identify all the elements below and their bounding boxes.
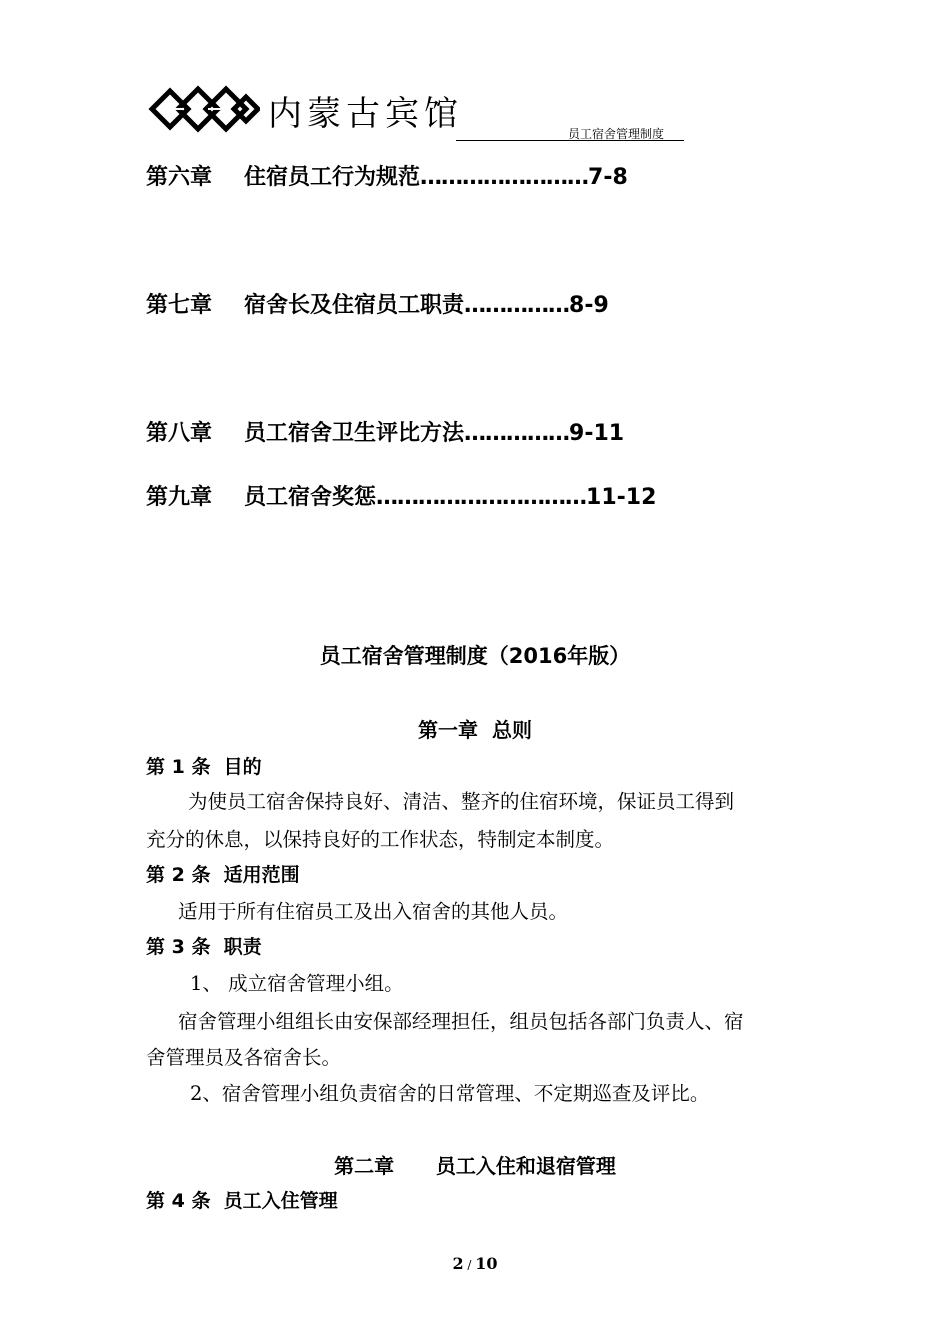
current-page: 2: [452, 1254, 464, 1273]
toc-dots: ……………………: [420, 165, 589, 190]
knot-logo-icon: [148, 80, 260, 138]
toc-pages: 7-8: [588, 165, 628, 190]
article-heading: 第 1 条 目的: [146, 756, 262, 778]
toc-entry: [146, 288, 609, 319]
article-heading: 第 3 条 职责: [146, 936, 262, 958]
toc-dots: ……………: [464, 421, 570, 446]
paragraph-line: 适用于所有住宿员工及出入宿舍的其他人员。: [178, 900, 569, 923]
chapter-heading: 第二章 员工入住和退宿管理: [334, 1154, 616, 1178]
toc-chapter: 第八章: [146, 421, 213, 446]
toc-title: 员工宿舍奖惩: [244, 485, 377, 510]
page-title: 员工宿舍管理制度（2016年版）: [319, 644, 631, 668]
toc-chapter: 第六章: [146, 165, 213, 190]
toc-entry: [146, 480, 656, 511]
toc-entry: [146, 160, 628, 191]
list-item: 2、宿舍管理小组负责宿舍的日常管理、不定期巡查及评比。: [190, 1082, 710, 1105]
article-heading: 第 2 条 适用范围: [146, 864, 300, 886]
paragraph-line: 舍管理员及各宿舍长。: [146, 1046, 342, 1069]
toc-pages: 9-11: [569, 421, 625, 446]
toc-title: 宿舍长及住宿员工职责: [244, 293, 465, 318]
toc-pages: 8-9: [569, 293, 609, 318]
paragraph-line: 宿舍管理小组组长由安保部经理担任，组员包括各部门负责人、宿: [178, 1010, 744, 1033]
toc-title: 住宿员工行为规范: [244, 165, 421, 190]
list-item: 1、 成立宿舍管理小组。: [190, 972, 404, 995]
chapter-heading: 第一章 总则: [418, 718, 532, 742]
article-heading: 第 4 条 员工入住管理: [146, 1190, 338, 1212]
paragraph-line: 充分的休息，以保持良好的工作状态，特制定本制度。: [146, 828, 615, 851]
toc-title: 员工宿舍卫生评比方法: [244, 421, 465, 446]
total-pages: 10: [475, 1254, 498, 1273]
header-doc-title: 员工宿舍管理制度: [568, 127, 665, 141]
toc-chapter: 第九章: [146, 485, 213, 510]
toc-chapter: 第七章: [146, 293, 213, 318]
toc-pages: 11-12: [586, 485, 657, 510]
toc-dots: ……………: [464, 293, 570, 318]
toc-entry: [146, 416, 624, 447]
toc-dots: …………………………: [376, 485, 587, 510]
page-number: 2 / 10: [452, 1254, 498, 1273]
paragraph-line: 为使员工宿舍保持良好、清洁、整齐的住宿环境，保证员工得到: [188, 790, 735, 813]
logo-text: 内蒙古宾馆: [268, 94, 463, 134]
